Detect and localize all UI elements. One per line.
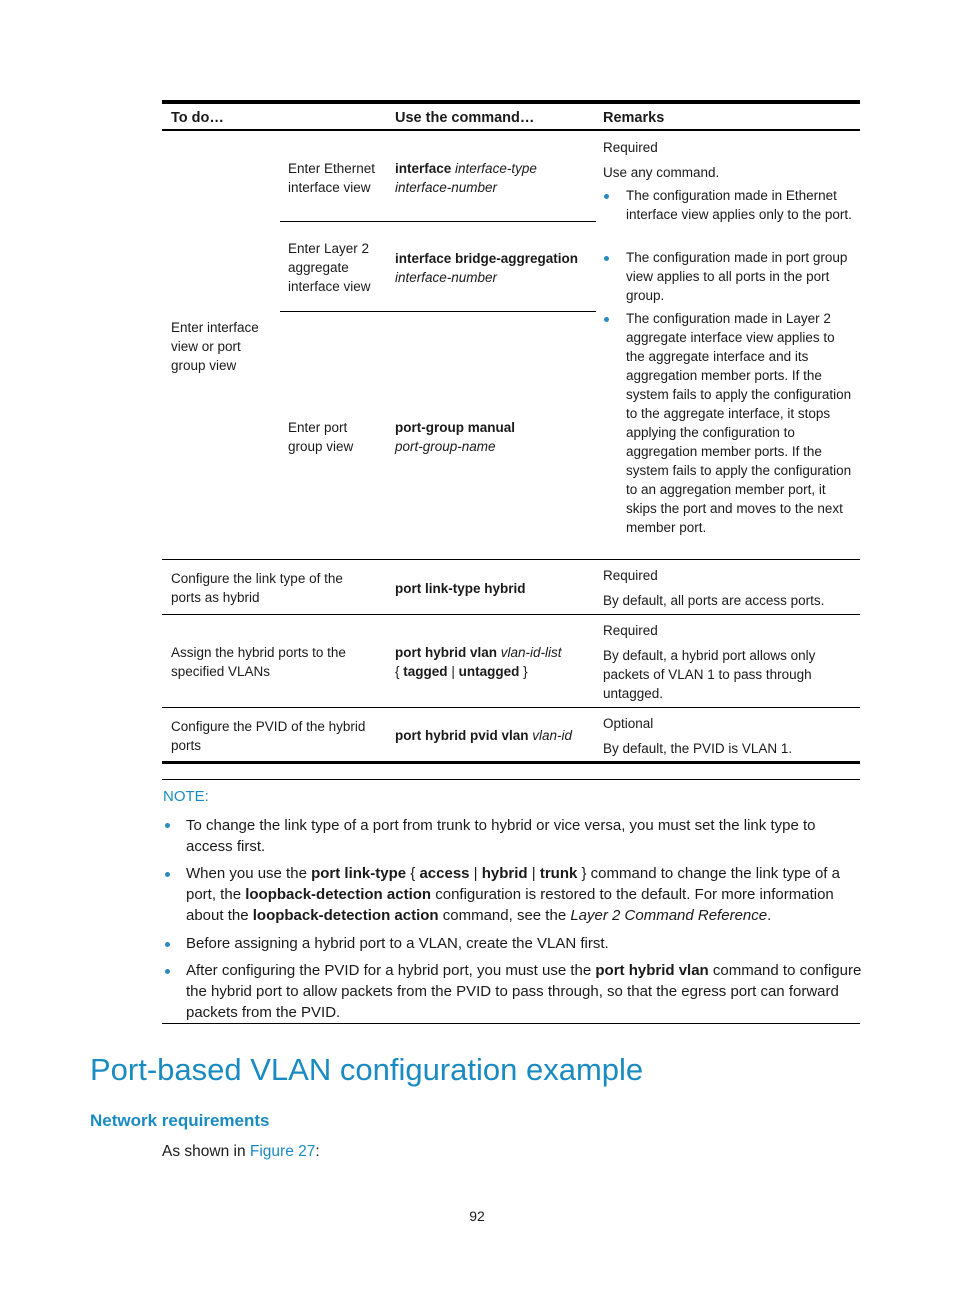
row-linktype-remark-default: By default, all ports are access ports. (603, 593, 825, 608)
bullet-icon (165, 823, 170, 828)
row-ethernet-command: interface interface-type interface-number (395, 161, 537, 195)
note-item: To change the link type of a port from trunk to hybrid or vice versa, you must set the link type to access first. (186, 817, 816, 855)
row-aggregate-command: interface bridge-aggregation interface-number (395, 251, 579, 285)
header-command: Use the command… (395, 110, 535, 126)
row-divider (162, 559, 860, 560)
row-divider (162, 614, 860, 615)
figure-link[interactable]: Figure 27 (249, 1143, 316, 1160)
header-rule (162, 129, 860, 131)
group-remark-bullet: The configuration made in Ethernet interface view applies only to the port. (626, 188, 852, 222)
group-remark-required: Required (603, 140, 658, 155)
table-bottom-rule (162, 761, 860, 764)
bullet-icon (604, 256, 609, 261)
subsection-title: Network requirements (90, 1111, 270, 1130)
body-paragraph: As shown in Figure 27: (162, 1143, 320, 1160)
group-remark-bullet: The configuration made in port group view applies to all ports in the port group. (626, 250, 848, 303)
row-linktype-remark-required: Required (603, 568, 658, 583)
bullet-icon (604, 317, 609, 322)
row-divider (280, 221, 596, 222)
bullet-icon (604, 194, 609, 199)
note-item: When you use the port link-type { access | hybrid | trunk } command to change the link type of a port, the loopback-detection action configuration is restored to the default. For more information about the loopback-detection action command, see the Layer 2 Command Reference. (186, 865, 840, 924)
group-remark-any: Use any command. (603, 165, 720, 180)
row-divider (280, 311, 596, 312)
header-remarks: Remarks (603, 110, 665, 126)
row-ethernet-todo: Enter Ethernet interface view (288, 161, 376, 195)
note-top-rule (162, 779, 860, 780)
row-linktype-command: port link-type hybrid (395, 581, 526, 596)
note-item: Before assigning a hybrid port to a VLAN, create the VLAN first. (186, 935, 609, 952)
row-portgroup-command: port-group manual port-group-name (395, 420, 515, 454)
note-label: NOTE: (163, 788, 209, 805)
row-aggregate-todo: Enter Layer 2 aggregate interface view (288, 241, 371, 294)
row-assign-todo: Assign the hybrid ports to the specified VLANs (171, 645, 346, 679)
header-todo: To do… (171, 110, 224, 126)
row-assign-remark-default: By default, a hybrid port allows only packets of VLAN 1 to pass through untagged. (603, 648, 816, 701)
note-bottom-rule (162, 1023, 860, 1024)
row-divider (162, 707, 860, 708)
group-label: Enter interface view or port group view (171, 320, 259, 373)
row-pvid-remark-optional: Optional (603, 716, 654, 731)
row-portgroup-todo: Enter port group view (288, 420, 354, 454)
section-title: Port-based VLAN configuration example (90, 1052, 644, 1087)
bullet-icon (165, 872, 170, 877)
row-assign-remark-required: Required (603, 623, 658, 638)
row-pvid-todo: Configure the PVID of the hybrid ports (171, 719, 366, 753)
row-pvid-command: port hybrid pvid vlan vlan-id (395, 728, 573, 743)
note-item: After configuring the PVID for a hybrid port, you must use the port hybrid vlan command to configure the hybrid port to allow packets from the PVID to pass through, so that the egress port can forward packets from the PVID. (186, 962, 862, 1021)
group-remark-bullet: The configuration made in Layer 2 aggregate interface view applies to the aggregate interface and its aggregation member ports. If the system fails to apply the configuration to the aggregate interface, it stops applying the configuration to aggregation member ports. If the system fails to apply the configuration to an aggregation member port, it skips the port and moves to the next member port. (626, 311, 852, 535)
bullet-icon (165, 969, 170, 974)
page-number: 92 (469, 1208, 485, 1224)
row-assign-command: port hybrid vlan vlan-id-list { tagged | untagged } (395, 645, 562, 679)
table-top-rule (162, 100, 860, 104)
row-pvid-remark-default: By default, the PVID is VLAN 1. (603, 741, 793, 756)
bullet-icon (165, 942, 170, 947)
row-linktype-todo: Configure the link type of the ports as hybrid (171, 571, 343, 605)
